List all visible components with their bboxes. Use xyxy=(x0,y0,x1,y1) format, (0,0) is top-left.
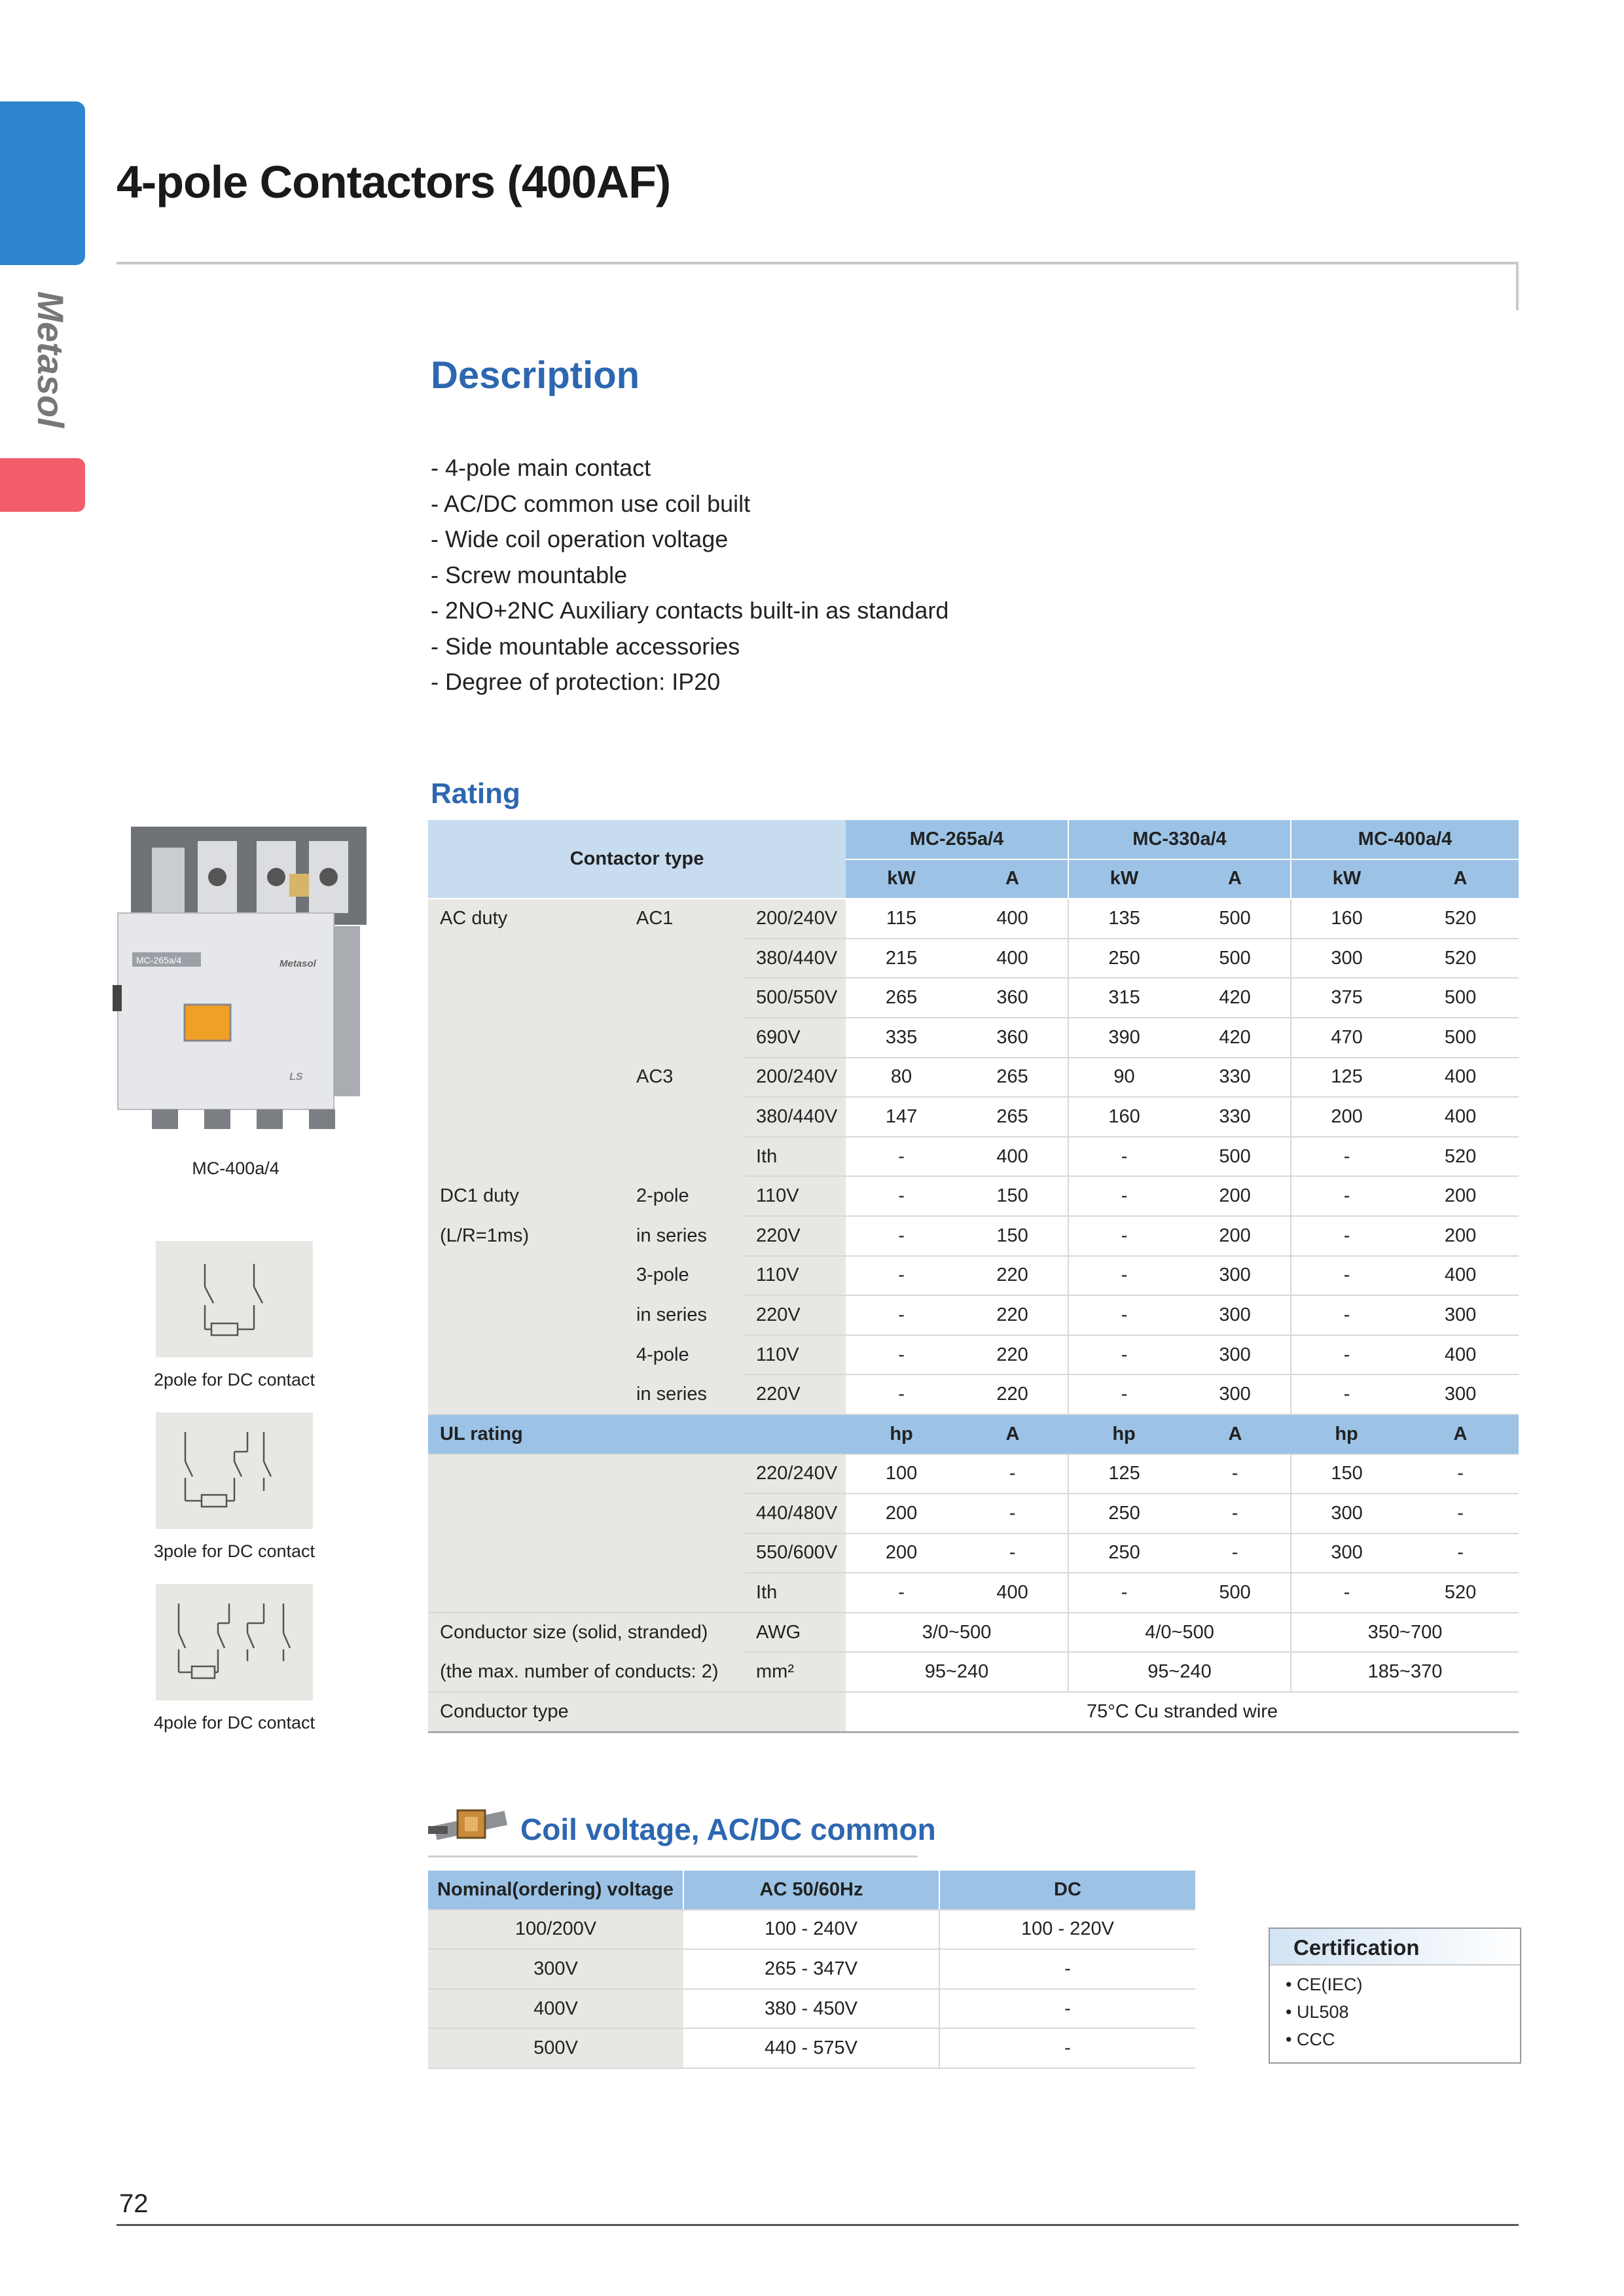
contactor-type-header: Contactor type xyxy=(428,820,846,899)
rating-value: 300 xyxy=(1180,1335,1291,1375)
rating-value: - xyxy=(846,1335,957,1375)
diagram-3pole xyxy=(156,1412,313,1529)
rating-label-c1 xyxy=(428,1058,624,1098)
rating-value: 147 xyxy=(846,1097,957,1137)
coil-cell: 300V xyxy=(428,1949,683,1989)
rating-value: 80 xyxy=(846,1058,957,1098)
rating-value: 220 xyxy=(957,1256,1068,1296)
ul-value: - xyxy=(1180,1494,1291,1534)
page-title: 4-pole Contactors (400AF) xyxy=(117,156,671,207)
rating-value: 360 xyxy=(957,978,1068,1018)
rating-value: 200 xyxy=(1180,1176,1291,1216)
ul-value: 500 xyxy=(1180,1573,1291,1613)
rating-value: 300 xyxy=(1180,1295,1291,1335)
rating-value: 335 xyxy=(846,1018,957,1058)
rating-label-c2: AC1 xyxy=(624,899,744,939)
rating-value: - xyxy=(1291,1137,1402,1177)
coil-row xyxy=(428,1949,1195,1989)
coil-cell: 440 - 575V xyxy=(683,2028,939,2068)
ul-blank-cell xyxy=(428,1494,744,1534)
coil-header: Nominal(ordering) voltage xyxy=(428,1871,683,1910)
rating-value: 200 xyxy=(1402,1176,1519,1216)
rating-value: 400 xyxy=(1402,1335,1519,1375)
rating-value: 400 xyxy=(1402,1097,1519,1137)
ul-value: - xyxy=(957,1494,1068,1534)
rating-value: - xyxy=(1291,1176,1402,1216)
description-item: - 4-pole main contact xyxy=(431,454,651,481)
rating-value: - xyxy=(1291,1335,1402,1375)
side-tab-blue xyxy=(0,101,85,265)
ul-value: 400 xyxy=(957,1573,1068,1613)
rating-value: 160 xyxy=(1291,899,1402,939)
rating-value: - xyxy=(1068,1176,1180,1216)
rating-value: - xyxy=(846,1216,957,1256)
ul-value: - xyxy=(1180,1454,1291,1494)
coil-cell: 100 - 240V xyxy=(683,1910,939,1950)
rating-value: 125 xyxy=(1291,1058,1402,1098)
rating-row xyxy=(428,1256,1519,1296)
rating-row xyxy=(428,978,1519,1018)
rating-value: 300 xyxy=(1291,939,1402,978)
coil-cell: 500V xyxy=(428,2028,683,2068)
certification-list xyxy=(1270,1971,1520,2053)
conductor-value: 350~700 xyxy=(1291,1613,1519,1653)
rating-value: 265 xyxy=(957,1097,1068,1137)
rating-value: 200 xyxy=(1402,1216,1519,1256)
rating-value: 220 xyxy=(957,1335,1068,1375)
rating-label-c1: DC1 duty xyxy=(428,1176,624,1216)
rating-value: - xyxy=(1291,1295,1402,1335)
product-brand-label: Metasol xyxy=(280,958,316,969)
rating-row xyxy=(428,1295,1519,1335)
rating-value: 300 xyxy=(1402,1374,1519,1414)
description-item: - Side mountable accessories xyxy=(431,632,740,660)
rating-value: - xyxy=(1068,1137,1180,1177)
unit-header: kW xyxy=(1068,859,1180,899)
rating-label-c1 xyxy=(428,1335,624,1375)
ul-row xyxy=(428,1454,1519,1494)
unit-header: A xyxy=(1180,859,1291,899)
coil-heading: Coil voltage, AC/DC common xyxy=(520,1812,936,1846)
rating-label-c3: 200/240V xyxy=(744,1058,846,1098)
ul-value: 150 xyxy=(1291,1454,1402,1494)
rating-value: - xyxy=(1291,1374,1402,1414)
unit-header: A xyxy=(1402,1414,1519,1454)
conductor-value: 95~240 xyxy=(846,1652,1068,1692)
rating-value: 400 xyxy=(957,1137,1068,1177)
title-divider xyxy=(117,262,1519,264)
rating-label-c1 xyxy=(428,939,624,978)
diagram-4pole xyxy=(156,1584,313,1700)
coil-header: DC xyxy=(939,1871,1195,1910)
rating-label-c2: 4-pole xyxy=(624,1335,744,1375)
rating-label-c3: 200/240V xyxy=(744,899,846,939)
ul-voltage: Ith xyxy=(744,1573,846,1613)
rating-value: - xyxy=(846,1374,957,1414)
conductor-value: 4/0~500 xyxy=(1068,1613,1291,1653)
rating-value: 300 xyxy=(1402,1295,1519,1335)
rating-label-c2 xyxy=(624,1137,744,1177)
diagram-4pole-caption: 4pole for DC contact xyxy=(153,1713,316,1732)
product-caption: MC-400a/4 xyxy=(192,1158,280,1178)
unit-header: kW xyxy=(846,859,957,899)
rating-value: - xyxy=(846,1256,957,1296)
ul-voltage: 440/480V xyxy=(744,1494,846,1534)
rating-value: - xyxy=(846,1137,957,1177)
certification-heading: Certification xyxy=(1270,1929,1520,1965)
rating-label-c3: 110V xyxy=(744,1335,846,1375)
ul-value: 520 xyxy=(1402,1573,1519,1613)
rating-label-c1 xyxy=(428,1018,624,1058)
rating-value: - xyxy=(1068,1374,1180,1414)
ul-value: 100 xyxy=(846,1454,957,1494)
description-list xyxy=(431,450,948,700)
rating-value: 135 xyxy=(1068,899,1180,939)
rating-value: 150 xyxy=(957,1216,1068,1256)
rating-label-c3: 380/440V xyxy=(744,1097,846,1137)
rating-value: - xyxy=(1291,1256,1402,1296)
rating-value: - xyxy=(846,1176,957,1216)
rating-value: 265 xyxy=(957,1058,1068,1098)
description-heading: Description xyxy=(431,354,640,397)
rating-label-c3: 220V xyxy=(744,1295,846,1335)
ul-value: - xyxy=(957,1454,1068,1494)
conductor-type-label: Conductor type xyxy=(428,1692,846,1732)
conductor-size-row xyxy=(428,1613,1519,1653)
rating-value: 200 xyxy=(1180,1216,1291,1256)
ul-value: 250 xyxy=(1068,1494,1180,1534)
rating-label-c2: 2-pole xyxy=(624,1176,744,1216)
ul-row xyxy=(428,1573,1519,1613)
ul-value: 250 xyxy=(1068,1534,1180,1573)
ul-value: - xyxy=(1068,1573,1180,1613)
rating-label-c2: in series xyxy=(624,1374,744,1414)
unit-header: kW xyxy=(1291,859,1402,899)
rating-value: 315 xyxy=(1068,978,1180,1018)
rating-label-c2 xyxy=(624,939,744,978)
rating-value: 160 xyxy=(1068,1097,1180,1137)
conductor-unit: mm² xyxy=(744,1652,846,1692)
coil-row xyxy=(428,1910,1195,1950)
rating-row xyxy=(428,1335,1519,1375)
conductor-size-label: (the max. number of conducts: 2) xyxy=(428,1652,744,1692)
product-ls-label: LS xyxy=(289,1071,303,1083)
rating-row xyxy=(428,1176,1519,1216)
rating-value: 115 xyxy=(846,899,957,939)
rating-value: 500 xyxy=(1402,1018,1519,1058)
rating-value: 150 xyxy=(957,1176,1068,1216)
rating-value: 520 xyxy=(1402,1137,1519,1177)
diagram-2pole xyxy=(156,1241,313,1357)
rating-row xyxy=(428,899,1519,939)
ul-rating-row xyxy=(428,1414,1519,1454)
rating-row xyxy=(428,1216,1519,1256)
certification-box xyxy=(1269,1928,1521,2064)
coil-icon xyxy=(428,1799,514,1851)
rating-label-c1: AC duty xyxy=(428,899,624,939)
rating-value: 300 xyxy=(1180,1256,1291,1296)
rating-label-c2 xyxy=(624,1097,744,1137)
conductor-value: 185~370 xyxy=(1291,1652,1519,1692)
rating-header-row xyxy=(428,820,1519,859)
certification-item: • UL508 xyxy=(1286,2002,1349,2022)
rating-label-c1 xyxy=(428,978,624,1018)
rating-value: 330 xyxy=(1180,1058,1291,1098)
ul-value: - xyxy=(1402,1494,1519,1534)
rating-label-c3: Ith xyxy=(744,1137,846,1177)
rating-heading: Rating xyxy=(431,778,520,810)
ul-value: - xyxy=(846,1573,957,1613)
rating-value: 470 xyxy=(1291,1018,1402,1058)
ul-blank-cell xyxy=(428,1534,744,1573)
footer-divider xyxy=(117,2224,1519,2226)
description-item: - AC/DC common use coil built xyxy=(431,490,751,517)
rating-label-c1 xyxy=(428,1374,624,1414)
rating-value: - xyxy=(1291,1216,1402,1256)
ul-value: - xyxy=(1180,1534,1291,1573)
unit-header: A xyxy=(1180,1414,1291,1454)
rating-table xyxy=(428,820,1519,1733)
conductor-size-label: Conductor size (solid, stranded) xyxy=(428,1613,744,1653)
rating-label-c3: 690V xyxy=(744,1018,846,1058)
rating-value: 300 xyxy=(1180,1374,1291,1414)
rating-row xyxy=(428,1058,1519,1098)
rating-value: 400 xyxy=(957,899,1068,939)
unit-header: A xyxy=(957,859,1068,899)
unit-header: hp xyxy=(1068,1414,1180,1454)
ul-voltage: 550/600V xyxy=(744,1534,846,1573)
coil-cell: - xyxy=(939,2028,1195,2068)
rating-label-c2: in series xyxy=(624,1216,744,1256)
coil-row xyxy=(428,2028,1195,2068)
rating-value: - xyxy=(1068,1256,1180,1296)
page-number: 72 xyxy=(119,2189,149,2218)
coil-header: AC 50/60Hz xyxy=(683,1871,939,1910)
rating-label-c2: in series xyxy=(624,1295,744,1335)
ul-voltage: 220/240V xyxy=(744,1454,846,1494)
rating-label-c1 xyxy=(428,1137,624,1177)
side-tab-red xyxy=(0,458,85,512)
rating-value: 500 xyxy=(1180,899,1291,939)
rating-value: 250 xyxy=(1068,939,1180,978)
coil-cell: 400V xyxy=(428,1989,683,2029)
rating-value: 400 xyxy=(1402,1058,1519,1098)
model-header: MC-265a/4 xyxy=(846,820,1068,859)
rating-row xyxy=(428,1137,1519,1177)
rating-value: 500 xyxy=(1402,978,1519,1018)
unit-header: A xyxy=(957,1414,1068,1454)
coil-cell: - xyxy=(939,1989,1195,2029)
conductor-size-row xyxy=(428,1652,1519,1692)
rating-value: 90 xyxy=(1068,1058,1180,1098)
coil-cell: 380 - 450V xyxy=(683,1989,939,2029)
rating-label-c3: 220V xyxy=(744,1216,846,1256)
ul-value: - xyxy=(1402,1454,1519,1494)
description-item: - Degree of protection: IP20 xyxy=(431,668,721,695)
rating-value: 220 xyxy=(957,1374,1068,1414)
rating-value: 375 xyxy=(1291,978,1402,1018)
rating-value: 520 xyxy=(1402,899,1519,939)
unit-header: A xyxy=(1402,859,1519,899)
product-image xyxy=(113,821,381,1136)
diagram-2pole-caption: 2pole for DC contact xyxy=(153,1370,316,1390)
rating-value: 220 xyxy=(957,1295,1068,1335)
rating-value: 390 xyxy=(1068,1018,1180,1058)
ul-value: 125 xyxy=(1068,1454,1180,1494)
rating-value: - xyxy=(1068,1216,1180,1256)
ul-row xyxy=(428,1494,1519,1534)
ul-value: - xyxy=(957,1534,1068,1573)
conductor-unit: AWG xyxy=(744,1613,846,1653)
rating-label-c1 xyxy=(428,1097,624,1137)
conductor-type-row xyxy=(428,1692,1519,1732)
rating-row xyxy=(428,1097,1519,1137)
rating-row xyxy=(428,1018,1519,1058)
rating-value: 200 xyxy=(1291,1097,1402,1137)
rating-row xyxy=(428,939,1519,978)
rating-label-c2: AC3 xyxy=(624,1058,744,1098)
coil-cell: 100 - 220V xyxy=(939,1910,1195,1950)
unit-header: hp xyxy=(1291,1414,1402,1454)
rating-value: 360 xyxy=(957,1018,1068,1058)
model-header: MC-330a/4 xyxy=(1068,820,1291,859)
ul-value: - xyxy=(1402,1534,1519,1573)
rating-value: 400 xyxy=(1402,1256,1519,1296)
coil-cell: 265 - 347V xyxy=(683,1949,939,1989)
rating-value: 520 xyxy=(1402,939,1519,978)
rating-label-c1 xyxy=(428,1256,624,1296)
ul-value: 200 xyxy=(846,1534,957,1573)
ul-value: 300 xyxy=(1291,1534,1402,1573)
rating-value: 500 xyxy=(1180,1137,1291,1177)
product-model-label: MC-265a/4 xyxy=(136,955,182,965)
rating-label-c2: 3-pole xyxy=(624,1256,744,1296)
certification-item: • CE(IEC) xyxy=(1286,1975,1363,1994)
ul-blank-cell xyxy=(428,1454,744,1494)
coil-row xyxy=(428,1989,1195,2029)
rating-value: 215 xyxy=(846,939,957,978)
side-brand-label: Metasol xyxy=(30,291,71,428)
coil-divider xyxy=(428,1856,918,1857)
conductor-value: 95~240 xyxy=(1068,1652,1291,1692)
ul-value: 200 xyxy=(846,1494,957,1534)
ul-blank-cell xyxy=(428,1573,744,1613)
ul-rating-label: UL rating xyxy=(428,1414,846,1454)
rating-label-c1: (L/R=1ms) xyxy=(428,1216,624,1256)
rating-label-c2 xyxy=(624,1018,744,1058)
description-item: - 2NO+2NC Auxiliary contacts built-in as standard xyxy=(431,597,949,624)
rating-value: - xyxy=(1068,1335,1180,1375)
rating-row xyxy=(428,1374,1519,1414)
title-divider-tick xyxy=(1516,262,1519,310)
conductor-value: 3/0~500 xyxy=(846,1613,1068,1653)
ul-value: - xyxy=(1291,1573,1402,1613)
description-item: - Wide coil operation voltage xyxy=(431,526,729,552)
rating-value: - xyxy=(1068,1295,1180,1335)
rating-value: 420 xyxy=(1180,1018,1291,1058)
rating-label-c2 xyxy=(624,978,744,1018)
rating-value: 400 xyxy=(957,939,1068,978)
ul-row xyxy=(428,1534,1519,1573)
rating-label-c3: 500/550V xyxy=(744,978,846,1018)
conductor-type-value: 75°C Cu stranded wire xyxy=(846,1692,1519,1732)
certification-item: • CCC xyxy=(1286,2030,1335,2049)
unit-header: hp xyxy=(846,1414,957,1454)
coil-cell: - xyxy=(939,1949,1195,1989)
description-item: - Screw mountable xyxy=(431,561,628,588)
coil-table xyxy=(428,1871,1195,2069)
rating-value: 330 xyxy=(1180,1097,1291,1137)
coil-cell: 100/200V xyxy=(428,1910,683,1950)
rating-value: 420 xyxy=(1180,978,1291,1018)
rating-label-c3: 110V xyxy=(744,1176,846,1216)
rating-value: - xyxy=(846,1295,957,1335)
rating-value: 265 xyxy=(846,978,957,1018)
model-header: MC-400a/4 xyxy=(1291,820,1519,859)
ul-value: 300 xyxy=(1291,1494,1402,1534)
coil-header-row xyxy=(428,1871,1195,1910)
diagram-3pole-caption: 3pole for DC contact xyxy=(153,1541,316,1561)
rating-label-c3: 380/440V xyxy=(744,939,846,978)
rating-value: 500 xyxy=(1180,939,1291,978)
rating-label-c1 xyxy=(428,1295,624,1335)
rating-label-c3: 110V xyxy=(744,1256,846,1296)
rating-label-c3: 220V xyxy=(744,1374,846,1414)
